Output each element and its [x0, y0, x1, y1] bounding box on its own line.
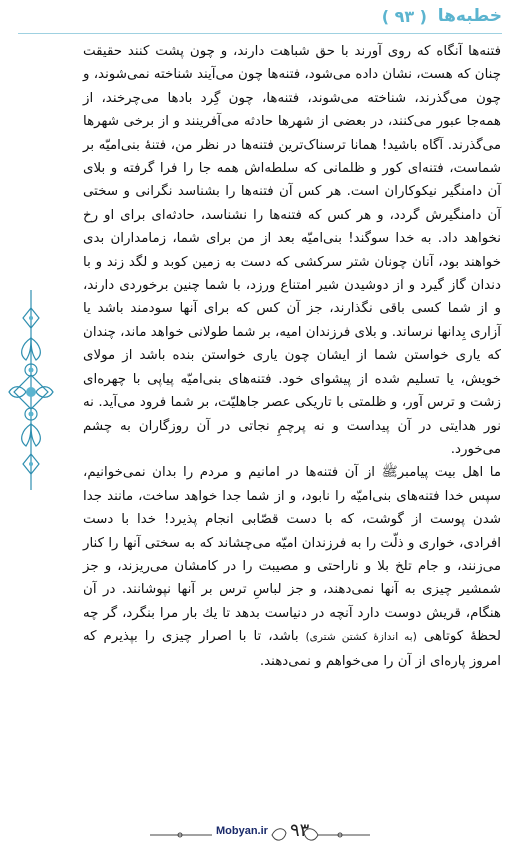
- honorific-symbol: ﷺ: [381, 465, 398, 481]
- header-rule: [18, 33, 502, 34]
- paragraph-2-end: باشد، تا با اصرار چیزی را بپذیرم که امروز پاره‌ای از آن را می‌خواهم و نمی‌دهند.: [83, 629, 501, 669]
- running-title: خطبه‌ها: [437, 6, 502, 26]
- site-brand: Mobyan.ir: [216, 825, 268, 837]
- margin-ornament-icon: [6, 290, 56, 490]
- main-text: [83, 40, 501, 673]
- paragraph-2-body: از آن فتنه‌ها در امانیم و مردم را بدان نمی‌خوانیم، سپس خدا فتنه‌های بنی‌امیّه را نابود، و از شما جدا خواهد ساخت، مانند جدا شدن پوست از گوشت، که با دست قصّابی انجام پذیرد! خدا با دست افرادی، خواری و ذلّت را به فرزندان امیّه می‌چشاند که به سختی آنها را کنار می‌زنند، و جام تلخ بلا و ناراحتی و مصیبت را در کامشان می‌ریزند، و جز شمشیر چیزی به آنها نمی‌دهند، و جز لباسِ ترس بر آنها نپوشانند. در آن هنگام، قریش دوست دارد آنچه در دنیاست بدهد تا یك بار مرا بنگرد، گر چه لحظهٔ کوتاهی: [83, 465, 501, 645]
- paragraph-1: فتنه‌ها آنگاه که روی آورند با حق شباهت دارند، و چون پشت کنند حقیقت چنان که هست، نشان داده می‌شود، فتنه‌ها چون می‌آیند شناخته نمی‌شوند، و چون می‌گذرند، شناخته می‌شوند، فتنه‌ها، چون گِرد بادها می‌چرخند، از همه‌جا عبور می‌کنند، در بعضی از شهرها حادثه می‌آفرینند و از برخی شهرها می‌گذرند. آگاه باشید! همانا ترسناک‌ترین فتنه‌ها در نظر من، فتنهٔ بنی‌امیّه بر شماست، فتنه‌ای کور و ظلمانی که سلطه‌اش همه جا را فرا گرفته و بلای آن دامنگیر نیکوکاران است. هر کس آن فتنه‌ها را بشناسد نگرانی و سختی آن دامنگیرش گردد، و هر کس که فتنه‌ها را نشناسد، حادثه‌ای برای او رخ نخواهد داد. به خدا سوگند! بنی‌امیّه بعد از من برای شما، زمامداران بدی خواهند بود، آنان چونان شتر سرکشی که دست به زمین کوبد و لگد زند و با دندان گاز گیرد و از دوشیدن شیر امتناع ورزد، با شما چنین برخوردی دارند، و از شما کسی باقی نگذارند، جز آن کس که برای آنها سودمند باشد یا آزاری بِدانها نرساند. و بلای فرزندان امیه، بر شما طولانی خواهد ماند، چندان که یاری خواستن شما از ایشان چون یاری خواستن بنده باشد از مولای خویش، یا تسلیم شده از پیشوای خود. فتنه‌های بنی‌امیّه پیاپی با چهره‌ای زشت و ترس آور، و ظلمتی با تاریکی عصر جاهلیّت، بر شما فرود می‌آید. نه نور هدایتی در آن پیداست و نه پرچمِ نجاتی در آن روزگاران به چشم می‌خورد.: [83, 44, 501, 457]
- paragraph-2-start: ما اهل بیت پیامبر: [397, 465, 502, 481]
- page-number: ۹۳: [290, 820, 310, 841]
- parenthetical-note: (به اندازهٔ کشتن شتری): [305, 631, 417, 644]
- page-header: [0, 0, 520, 38]
- page-footer: [0, 811, 520, 855]
- paragraph-2: [83, 461, 501, 673]
- sermon-number: ( ۹۳ ): [381, 7, 427, 26]
